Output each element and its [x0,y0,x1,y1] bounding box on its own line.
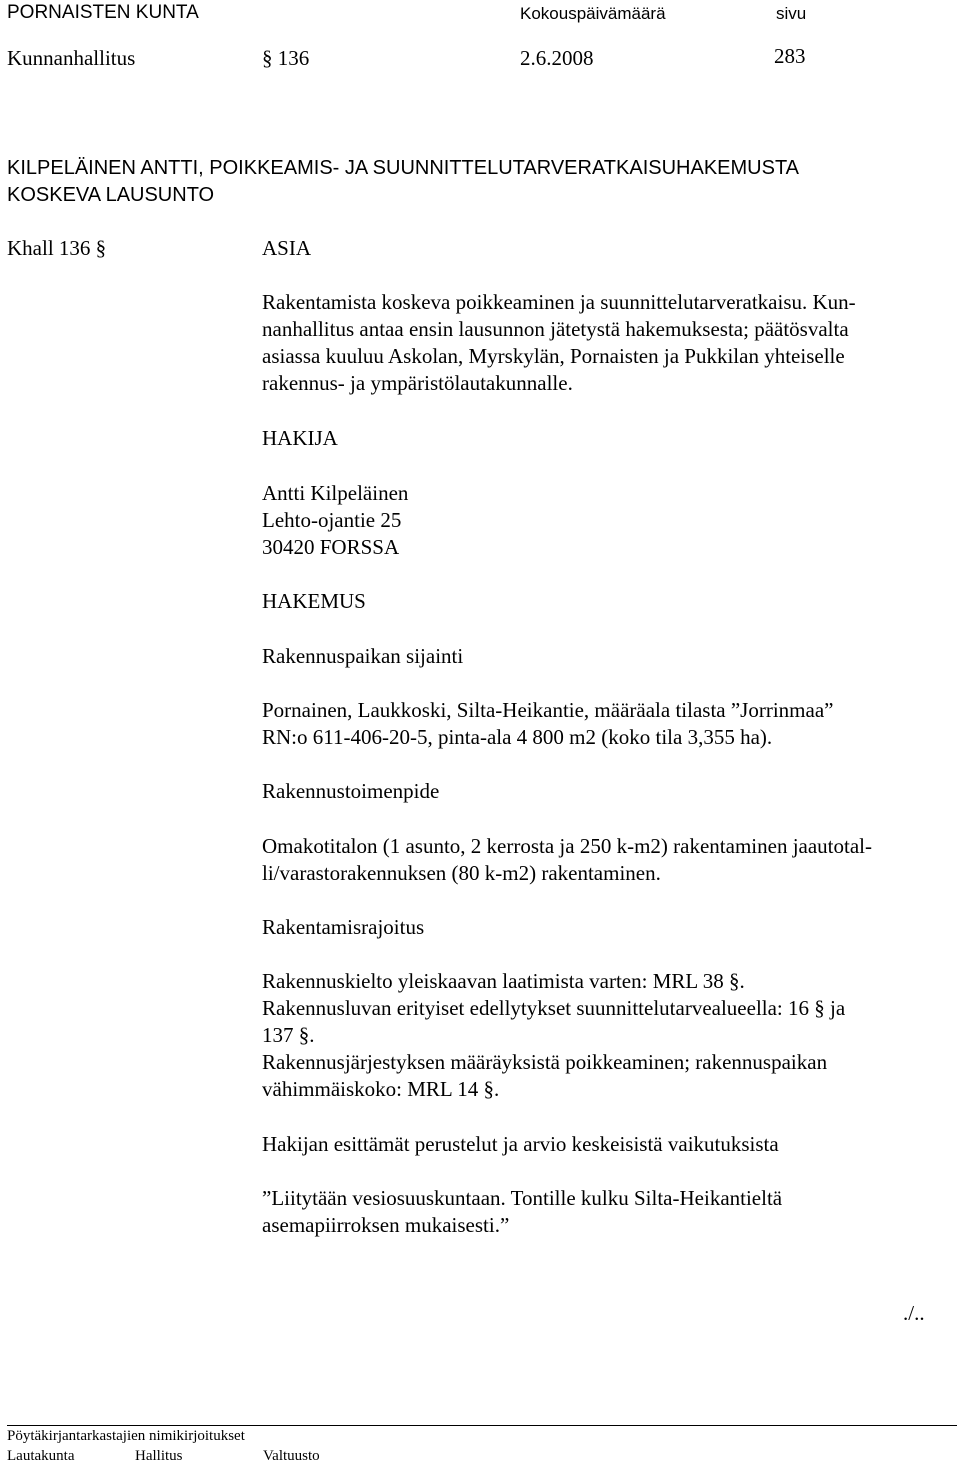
rajoitus-heading: Rakentamisrajoitus [262,915,425,939]
footer-column-lautakunta: Lautakunta [7,1448,75,1464]
paragraph-line: RN:o 611-406-20-5, pinta-ala 4 800 m2 (koko tila 3,355 ha). [262,725,773,749]
signatures-label: Pöytäkirjantarkastajien nimikirjoitukset [7,1428,245,1444]
paragraph-line: rakennus- ja ympäristölautakunnalle. [262,371,573,395]
meeting-date-label: Kokouspäivämäärä [520,4,666,23]
perustelut-paragraph [262,1185,782,1239]
paragraph-line: 137 §. [262,1023,315,1047]
paragraph-line: ”Liitytään vesiosuuskuntaan. Tontille kulku Silta-Heikantieltä [262,1186,783,1210]
paragraph-line: Rakennusjärjestyksen määräyksistä poikkeaminen; rakennuspaikan [262,1050,828,1074]
page-number: 283 [774,44,806,68]
document-title-line-1: KILPELÄINEN ANTTI, POIKKEAMIS- JA SUUNNITTELUTARVERATKAISUHAKEMUSTA [7,157,800,179]
khall-reference: Khall 136 § [7,236,107,260]
toimenpide-heading: Rakennustoimenpide [262,779,440,803]
perustelut-heading: Hakijan esittämät perustelut ja arvio keskeisistä vaikutuksista [262,1132,779,1156]
paragraph-line: vähimmäiskoko: MRL 14 §. [262,1077,500,1101]
municipality-name: PORNAISTEN KUNTA [7,2,199,23]
section-ref: § 136 [262,46,310,70]
meeting-date: 2.6.2008 [520,46,594,70]
toimenpide-paragraph [262,833,872,887]
applicant-name: Antti Kilpeläinen [262,481,409,505]
footer-column-hallitus: Hallitus [135,1448,183,1464]
paragraph-line: Rakennusluvan erityiset edellytykset suunnittelutarvealueella: 16 § ja [262,996,846,1020]
paragraph-line: Rakennuskielto yleiskaavan laatimista varten: MRL 38 §. [262,969,745,993]
continuation-marker: ./.. [903,1301,925,1325]
hakija-heading: HAKIJA [262,426,338,450]
paragraph-line: Pornainen, Laukkoski, Silta-Heikantie, määräala tilasta ”Jorrinmaa” [262,698,834,722]
footer-divider [7,1425,957,1426]
sijainti-paragraph [262,697,833,751]
document-title-line-2: KOSKEVA LAUSUNTO [7,184,215,206]
paragraph-line: asemapiirroksen mukaisesti.” [262,1213,510,1237]
hakemus-heading: HAKEMUS [262,589,366,613]
page-label: sivu [776,4,807,23]
paragraph-line: li/varastorakennuksen (80 k-m2) rakentaminen. [262,861,661,885]
paragraph-line: nanhallitus antaa ensin lausunnon jätetystä hakemuksesta; päätösvalta [262,317,849,341]
applicant-street: Lehto-ojantie 25 [262,508,402,532]
rajoitus-paragraph [262,968,845,1103]
paragraph-line: Omakotitalon (1 asunto, 2 kerrosta ja 250 k-m2) rakentaminen jaautotal- [262,834,872,858]
applicant-address [262,480,408,561]
paragraph-line: asiassa kuuluu Askolan, Myrskylän, Pornaisten ja Pukkilan yhteiselle [262,344,845,368]
paragraph-line: Rakentamista koskeva poikkeaminen ja suunnittelutarveratkaisu. Kun- [262,290,856,314]
asia-paragraph [262,289,856,397]
asia-heading: ASIA [262,236,312,260]
applicant-postal: 30420 FORSSA [262,535,400,559]
body-name: Kunnanhallitus [7,46,136,70]
footer-column-valtuusto: Valtuusto [263,1448,320,1464]
sijainti-heading: Rakennuspaikan sijainti [262,644,464,668]
